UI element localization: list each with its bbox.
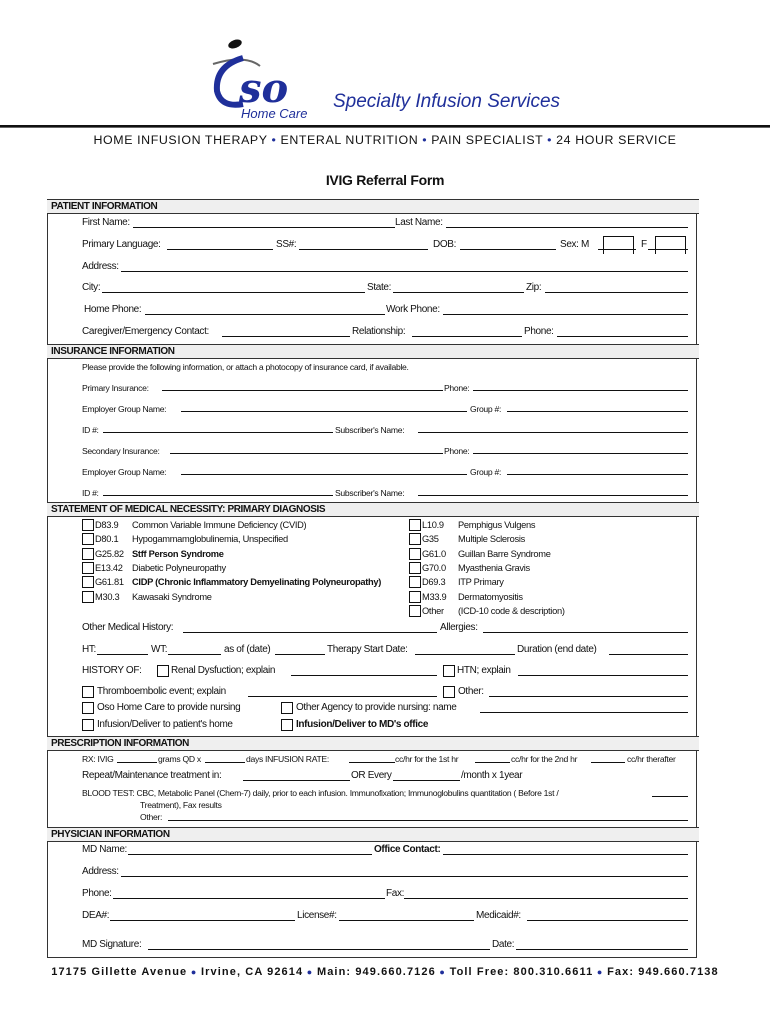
sex-m-checkbox[interactable] <box>603 236 634 254</box>
bullet-separator: • <box>267 133 281 147</box>
footer-contact <box>0 966 770 978</box>
after-label: cc/hr therafter <box>627 754 676 764</box>
signature-label: MD Signature: <box>82 939 142 950</box>
group-label: Group #: <box>470 404 502 414</box>
diagnosis-checkbox[interactable] <box>409 591 421 603</box>
md-name-field[interactable] <box>128 854 372 855</box>
section-header: PHYSICIAN INFORMATION <box>47 827 699 842</box>
service-item: 24 HOUR SERVICE <box>556 133 677 147</box>
rate-after-field[interactable] <box>591 762 625 763</box>
employer-label: Employer Group Name: <box>82 467 167 477</box>
deliver-home-label: Infusion/Deliver to patient's home <box>97 719 233 730</box>
caregiver-phone-field[interactable] <box>557 336 688 337</box>
footer-item: 17175 Gillette Avenue <box>51 966 188 978</box>
work-phone-label: Work Phone: <box>386 304 440 315</box>
home-phone-field[interactable] <box>145 314 385 315</box>
diagnosis-checkbox[interactable] <box>409 548 421 560</box>
desc-label: Pemphigus Vulgens <box>458 520 536 530</box>
other-field[interactable] <box>489 696 688 697</box>
subscriber-field[interactable] <box>418 432 688 433</box>
subscriber-label: Subscriber's Name: <box>335 425 405 435</box>
footer-item: Main: 949.660.7126 <box>316 966 436 978</box>
renal-checkbox[interactable] <box>157 665 169 677</box>
input-line[interactable] <box>648 249 688 250</box>
sex-f-label: F <box>641 239 647 250</box>
md-name-label: MD Name: <box>82 844 127 855</box>
id-field[interactable] <box>103 432 333 433</box>
deliver-home-checkbox[interactable] <box>82 719 94 731</box>
rx-label: RX: IVIG <box>82 754 114 764</box>
code-label: D80.1 <box>95 534 119 545</box>
md-address-field[interactable] <box>121 876 688 877</box>
footer-item: Irvine, CA 92614 <box>201 966 304 978</box>
every-field[interactable] <box>393 780 460 781</box>
other-history-field[interactable] <box>183 632 437 633</box>
oso-nursing-checkbox[interactable] <box>82 702 94 714</box>
code-label: L10.9 <box>422 520 444 530</box>
address-label: Address: <box>82 866 119 877</box>
diagnosis-checkbox[interactable] <box>409 562 421 574</box>
dob-label: DOB: <box>433 239 457 250</box>
other-agency-label: Other Agency to provide nursing: name <box>296 702 457 713</box>
group-number-field[interactable] <box>507 474 688 475</box>
diagnosis-checkbox[interactable] <box>82 548 94 560</box>
language-label: Primary Language: <box>82 239 161 250</box>
deliver-md-checkbox[interactable] <box>281 719 293 731</box>
blood-label: BLOOD TEST: CBC, Metabolic Panel (Chem-7) daily, prior to each infusion. Immunofixation; Immunoglobulins quantitation ( Before 1st / <box>82 788 559 798</box>
employer-group-field[interactable] <box>181 411 467 412</box>
as-of-date-field[interactable] <box>275 654 325 655</box>
other-history-checkbox[interactable] <box>443 686 455 698</box>
secondary-insurance-field[interactable] <box>170 453 443 454</box>
logo-sub: Home Care <box>241 106 308 121</box>
height-field[interactable] <box>97 654 148 655</box>
code-label: G70.0 <box>422 562 446 573</box>
hr1-label: cc/hr for the 1st hr <box>395 754 459 764</box>
dea-label: DEA#: <box>82 910 110 921</box>
office-contact-field[interactable] <box>443 854 688 855</box>
diagnosis-checkbox[interactable] <box>82 591 94 603</box>
bullet-separator: • <box>418 133 432 147</box>
renal-field[interactable] <box>291 675 437 676</box>
license-field[interactable] <box>339 920 474 921</box>
diagnosis-checkbox[interactable] <box>82 533 94 545</box>
footer-item: Fax: 949.660.7138 <box>607 966 719 978</box>
desc-label: Diabetic Polyneuropathy <box>132 562 226 573</box>
caregiver-label: Caregiver/Emergency Contact: <box>82 326 209 337</box>
fax-label: Fax: <box>386 888 405 899</box>
code-label: Other <box>422 605 444 616</box>
desc-label: Dermatomyositis <box>458 591 523 602</box>
bullet-separator: ● <box>593 967 608 977</box>
oso-logo <box>205 36 565 124</box>
diagnosis-checkbox[interactable] <box>409 605 421 617</box>
zip-label: Zip: <box>526 282 542 293</box>
group-label: Group #: <box>470 467 502 477</box>
header-rule <box>0 125 770 128</box>
secondary-phone-field[interactable] <box>473 453 688 454</box>
code-label: G35 <box>422 534 439 545</box>
last-name-label: Last Name: <box>395 217 443 228</box>
medicaid-field[interactable] <box>527 920 688 921</box>
primary-phone-field[interactable] <box>473 390 688 391</box>
language-field[interactable] <box>167 249 273 250</box>
service-item: PAIN SPECIALIST <box>431 133 544 147</box>
desc-label: Guillan Barre Syndrome <box>458 548 551 559</box>
rate-field[interactable] <box>349 762 395 763</box>
section-header: STATEMENT OF MEDICAL NECESSITY: PRIMARY DIAGNOSIS <box>47 502 699 517</box>
relationship-field[interactable] <box>412 336 522 337</box>
primary-insurance-field[interactable] <box>162 390 443 391</box>
medicaid-label: Medicaid#: <box>476 910 521 921</box>
therapy-start-field[interactable] <box>415 654 515 655</box>
group-number-field[interactable] <box>507 411 688 412</box>
diagnosis-checkbox[interactable] <box>82 562 94 574</box>
bullet-separator: ● <box>187 967 202 977</box>
oso-logo-mark <box>205 36 565 124</box>
code-label: G61.81 <box>95 577 124 588</box>
rate-2nd-field[interactable] <box>475 762 510 763</box>
dea-field[interactable] <box>110 920 295 921</box>
desc-label: Common Variable Immune Deficiency (CVID) <box>132 520 307 530</box>
desc-label: Myasthenia Gravis <box>458 562 530 573</box>
allergies-field[interactable] <box>483 632 688 633</box>
code-label: D69.3 <box>422 577 446 588</box>
work-phone-field[interactable] <box>443 314 688 315</box>
code-label: E13.42 <box>95 562 123 573</box>
other-label: Other: <box>458 686 484 697</box>
code-label: G25.82 <box>95 548 124 559</box>
fax-field[interactable] <box>404 898 688 899</box>
subscriber-label: Subscriber's Name: <box>335 488 405 498</box>
dob-field[interactable] <box>460 249 556 250</box>
days-label: days INFUSION RATE: <box>246 754 329 764</box>
first-name-label: First Name: <box>82 217 130 228</box>
section-header: INSURANCE INFORMATION <box>47 344 699 359</box>
desc-label: Stff Person Syndrome <box>132 548 224 559</box>
thrombo-label: Thromboembolic event; explain <box>97 686 226 697</box>
address-field[interactable] <box>121 271 688 272</box>
thrombo-checkbox[interactable] <box>82 686 94 698</box>
renal-label: Renal Dysfuction; explain <box>171 665 276 676</box>
service-item: HOME INFUSION THERAPY <box>93 133 268 147</box>
last-name-field[interactable] <box>446 227 688 228</box>
other-history-label: Other Medical History: <box>82 622 174 633</box>
sex-f-checkbox[interactable] <box>655 236 686 254</box>
caregiver-field[interactable] <box>222 336 350 337</box>
duration-field[interactable] <box>609 654 688 655</box>
history-of-label: HISTORY OF: <box>82 665 142 676</box>
other-agency-checkbox[interactable] <box>281 702 293 714</box>
signature-field[interactable] <box>148 949 490 950</box>
home-phone-label: Home Phone: <box>84 304 142 315</box>
state-field[interactable] <box>393 292 524 293</box>
license-label: License#: <box>297 910 337 921</box>
phone-label: Phone: <box>444 383 470 393</box>
zip-field[interactable] <box>545 292 688 293</box>
htn-label: HTN; explain <box>457 665 511 676</box>
diagnosis-checkbox[interactable] <box>409 533 421 545</box>
office-contact-label: Office Contact: <box>374 844 441 855</box>
city-label: City: <box>82 282 101 293</box>
subscriber-field[interactable] <box>418 495 688 496</box>
id-label: ID #: <box>82 425 99 435</box>
thrombo-field[interactable] <box>248 696 437 697</box>
bullet-separator: • <box>543 133 557 147</box>
code-label: D83.9 <box>95 520 119 530</box>
deliver-md-label: Infusion/Deliver to MD's office <box>296 719 429 730</box>
first-name-field[interactable] <box>133 227 395 228</box>
footer-item: Toll Free: 800.310.6611 <box>449 966 594 978</box>
form-title: IVIG Referral Form <box>325 172 445 188</box>
htn-field[interactable] <box>518 675 688 676</box>
logo-tagline: Specialty Infusion Services <box>333 91 561 112</box>
relationship-label: Relationship: <box>352 326 406 337</box>
diagnosis-checkbox[interactable] <box>409 576 421 588</box>
service-item: ENTERAL NUTRITION <box>280 133 419 147</box>
or-every-label: OR Every <box>351 770 392 781</box>
repeat-label: Repeat/Maintenance treatment in: <box>82 770 222 781</box>
section-header: PATIENT INFORMATION <box>47 199 699 214</box>
ivig-grams-field[interactable] <box>117 762 157 763</box>
city-field[interactable] <box>102 292 365 293</box>
other-label: Other: <box>140 812 163 822</box>
diagnosis-checkbox[interactable] <box>82 576 94 588</box>
primary-label: Primary Insurance: <box>82 383 149 393</box>
oso-nursing-label: Oso Home Care to provide nursing <box>97 702 241 713</box>
date-field[interactable] <box>516 949 688 950</box>
md-phone-field[interactable] <box>113 898 385 899</box>
desc-label: ITP Primary <box>458 577 504 588</box>
as-of-label: as of (date) <box>224 644 271 655</box>
desc-label: Kawasaki Syndrome <box>132 591 212 602</box>
agency-name-field[interactable] <box>480 712 688 713</box>
desc-label: CIDP (Chronic Inflammatory Demyelinating Polyneuropathy) <box>132 577 382 588</box>
date-label: Date: <box>492 939 515 950</box>
input-line[interactable] <box>598 249 636 250</box>
desc-label: (ICD-10 code & description) <box>458 605 565 616</box>
duration-label: Duration (end date) <box>517 644 597 655</box>
employer-label: Employer Group Name: <box>82 404 167 414</box>
blood-test-field[interactable] <box>652 796 688 797</box>
bullet-separator: ● <box>435 967 450 977</box>
ht-label: HT: <box>82 644 96 655</box>
code-label: G61.0 <box>422 548 446 559</box>
blood2-label: Treatment), Fax results <box>140 800 222 810</box>
htn-checkbox[interactable] <box>443 665 455 677</box>
address-label: Address: <box>82 261 119 272</box>
id-label: ID #: <box>82 488 99 498</box>
grams-label: grams QD x <box>158 754 201 764</box>
phone-label: Phone: <box>524 326 554 337</box>
rx-other-field[interactable] <box>168 820 688 821</box>
phone-label: Phone: <box>82 888 112 899</box>
repeat-field[interactable] <box>243 780 350 781</box>
section-header: PRESCRIPTION INFORMATION <box>47 736 699 751</box>
wt-label: WT: <box>151 644 168 655</box>
weight-field[interactable] <box>168 654 221 655</box>
note-label: Please provide the following information, or attach a photocopy of insurance card, if available. <box>82 362 409 372</box>
diagnosis-checkbox[interactable] <box>82 519 94 531</box>
employer-group-field[interactable] <box>181 474 467 475</box>
ssn-label: SS#: <box>276 239 297 250</box>
sex-m-label: Sex: M <box>560 239 590 250</box>
phone-label: Phone: <box>444 446 470 456</box>
state-label: State: <box>367 282 392 293</box>
ssn-field[interactable] <box>299 249 428 250</box>
secondary-label: Secondary Insurance: <box>82 446 160 456</box>
bullet-separator: ● <box>303 967 317 977</box>
services-tagline <box>0 133 770 147</box>
hr2-label: cc/hr for the 2nd hr <box>511 754 578 764</box>
diagnosis-checkbox[interactable] <box>409 519 421 531</box>
desc-label: Hypogammamglobulinemia, Unspecified <box>132 534 288 545</box>
days-field[interactable] <box>205 762 245 763</box>
allergies-label: Allergies: <box>440 622 478 633</box>
desc-label: Multiple Sclerosis <box>458 534 525 545</box>
start-label: Therapy Start Date: <box>327 644 408 655</box>
month-label: /month x 1year <box>461 770 523 781</box>
logo-text: so <box>239 65 289 112</box>
id-field[interactable] <box>103 495 333 496</box>
code-label: M33.9 <box>422 591 447 602</box>
code-label: M30.3 <box>95 591 120 602</box>
